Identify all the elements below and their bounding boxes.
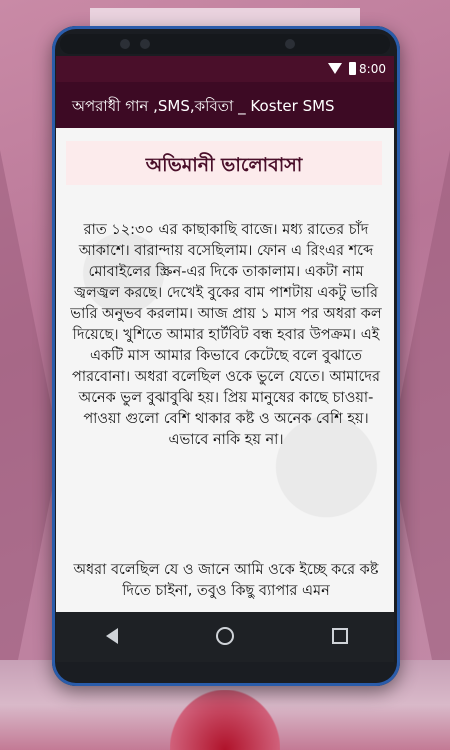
front-camera-icon <box>285 39 295 49</box>
heading-box <box>66 141 382 185</box>
app-bar <box>56 82 394 128</box>
article-paragraph: অধরা বলেছিল যে ও জানে আমি ওকে ইচ্ছে করে কষ্ট দিতে চাইনা, তবুও কিছু ব্যাপার এমন <box>73 562 379 599</box>
recent-apps-icon[interactable] <box>332 628 348 644</box>
article-paragraph: রাত ১২:৩০ এর কাছাকাছি বাজে। মধ্য রাতের চাঁদ আকাশে। বারান্দায় বসেছিলাম। ফোন এ রিংএর শব্দে মোবাইলের স্ক্রিন-এর দিকে তাকালাম। একটা নাম জ্বলজ্বল করছে। দেখেই বুকের বাম পাশটায় একটু ভারি ভারি অনুভব করলাম। আজ প্রায় ১ মাস পর অধরা কল দিয়েছে। খুশিতে আমার হার্টবিট বন্ধ হবার উপক্রম। এই একটি মাস আমার কিভাবে কেটেছে বলে বুঝাতে পারবোনা। অধরা বলেছিল ওকে ভুলে যেতে। আমাদের অনেক ভুল বুঝাবুঝি হয়। প্রিয় মানুষের কাছে চাওয়া-পাওয়া গুলো বেশি থাকার কষ্ট ও অনেক বেশি হয়। এভাবে নাকি হয় না। <box>70 222 382 448</box>
sensor-icon <box>120 39 130 49</box>
wifi-icon <box>328 63 342 74</box>
navigation-bar <box>56 612 394 662</box>
app-title: অপরাধী গান ,SMS,কবিতা _ Koster SMS <box>72 97 335 115</box>
back-icon[interactable] <box>106 628 118 644</box>
camera-icon <box>140 39 150 49</box>
screen <box>56 56 394 612</box>
article-heading: অভিমানী ভালোবাসা <box>145 154 303 176</box>
status-time: 8:00 <box>359 62 386 76</box>
battery-icon <box>349 62 356 75</box>
status-bar <box>56 56 394 82</box>
background-red-shape <box>170 690 280 750</box>
phone-top-bezel <box>60 34 390 54</box>
home-icon[interactable] <box>216 627 234 645</box>
article-content[interactable] <box>56 128 394 612</box>
